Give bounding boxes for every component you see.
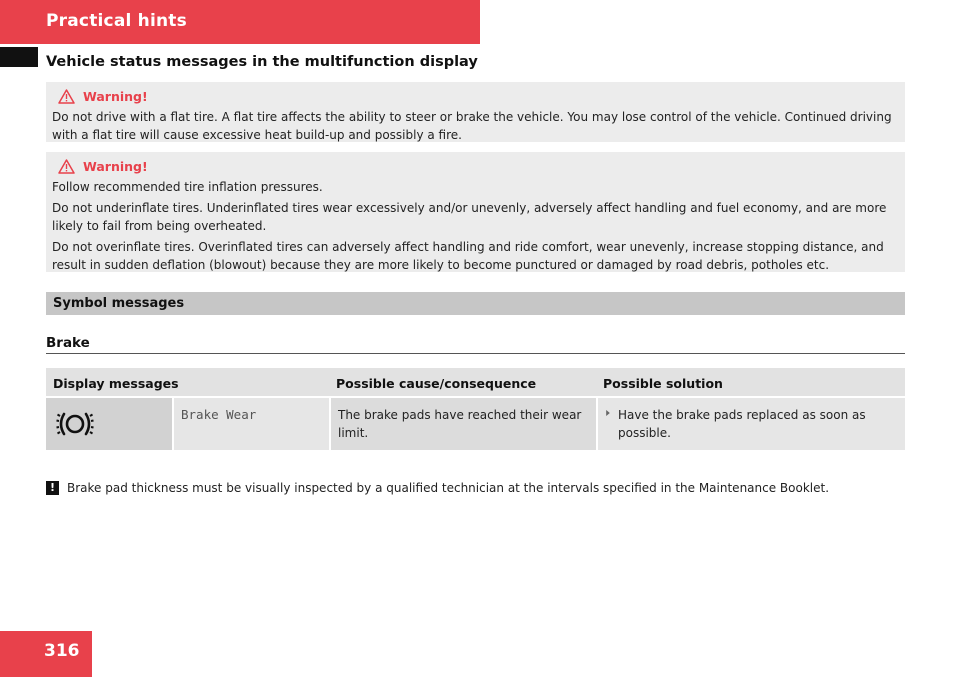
warning-text: Do not underinflate tires. Underinflated tires wear excessively and/or unevenly, adversely affect handling and fuel economy, and are more likely to fail from being overheated. bbox=[52, 201, 887, 233]
page-number-tab bbox=[0, 631, 92, 677]
brake-wear-icon bbox=[55, 409, 95, 439]
table-row bbox=[46, 398, 905, 450]
symbol-messages-title: Symbol messages bbox=[53, 296, 185, 311]
table-header-display: Display messages bbox=[53, 376, 179, 391]
cause-cell: The brake pads have reached their wear limit. bbox=[329, 398, 596, 450]
solution-cell bbox=[596, 398, 905, 450]
section-marker bbox=[0, 47, 38, 67]
brake-divider bbox=[46, 353, 905, 354]
warning-text: Do not overinflate tires. Overinflated tires can adversely affect handling and ride comfort, wear unevenly, increase stopping distance, and result in sudden deflation (blowout) because they are more likely to become punctured or damaged by road debris, potholes etc. bbox=[52, 240, 884, 272]
note bbox=[46, 480, 829, 496]
solution-text: Have the brake pads replaced as soon as possible. bbox=[618, 408, 866, 440]
table-header-row bbox=[46, 368, 905, 398]
icon-cell bbox=[46, 398, 174, 450]
symbol-messages-bar bbox=[46, 292, 905, 315]
display-message-cell bbox=[46, 398, 329, 450]
warning-triangle-icon bbox=[58, 159, 75, 174]
warning-label: Warning! bbox=[83, 88, 148, 104]
header-bar bbox=[0, 0, 480, 44]
header-title: Practical hints bbox=[46, 11, 187, 31]
exclamation-icon: ! bbox=[46, 481, 59, 495]
section-title: Vehicle status messages in the multifunction display bbox=[46, 54, 478, 70]
table-header-cause: Possible cause/consequence bbox=[336, 376, 537, 391]
warning-text: Do not drive with a flat tire. A flat tire affects the ability to steer or brake the vehicle. You may lose control of the vehicle. Continued driving with a flat tire will cause excessive heat build-up and possibly a fire. bbox=[52, 110, 892, 142]
table-header-solution: Possible solution bbox=[603, 376, 723, 391]
warning-header bbox=[52, 158, 899, 174]
note-text: Brake pad thickness must be visually inspected by a qualified technician at the intervals specified in the Maintenance Booklet. bbox=[67, 481, 830, 495]
warning-box-inflation bbox=[46, 152, 905, 272]
page-number: 316 bbox=[44, 641, 80, 661]
brake-table bbox=[46, 368, 905, 450]
warning-triangle-icon bbox=[58, 89, 75, 104]
warning-box-flat-tire bbox=[46, 82, 905, 142]
brake-title: Brake bbox=[46, 335, 90, 351]
action-arrow-icon bbox=[605, 406, 611, 416]
warning-text: Follow recommended tire inflation pressures. bbox=[52, 180, 323, 194]
warning-label: Warning! bbox=[83, 158, 148, 174]
warning-header bbox=[52, 88, 899, 104]
display-message-text: Brake Wear bbox=[174, 398, 329, 450]
